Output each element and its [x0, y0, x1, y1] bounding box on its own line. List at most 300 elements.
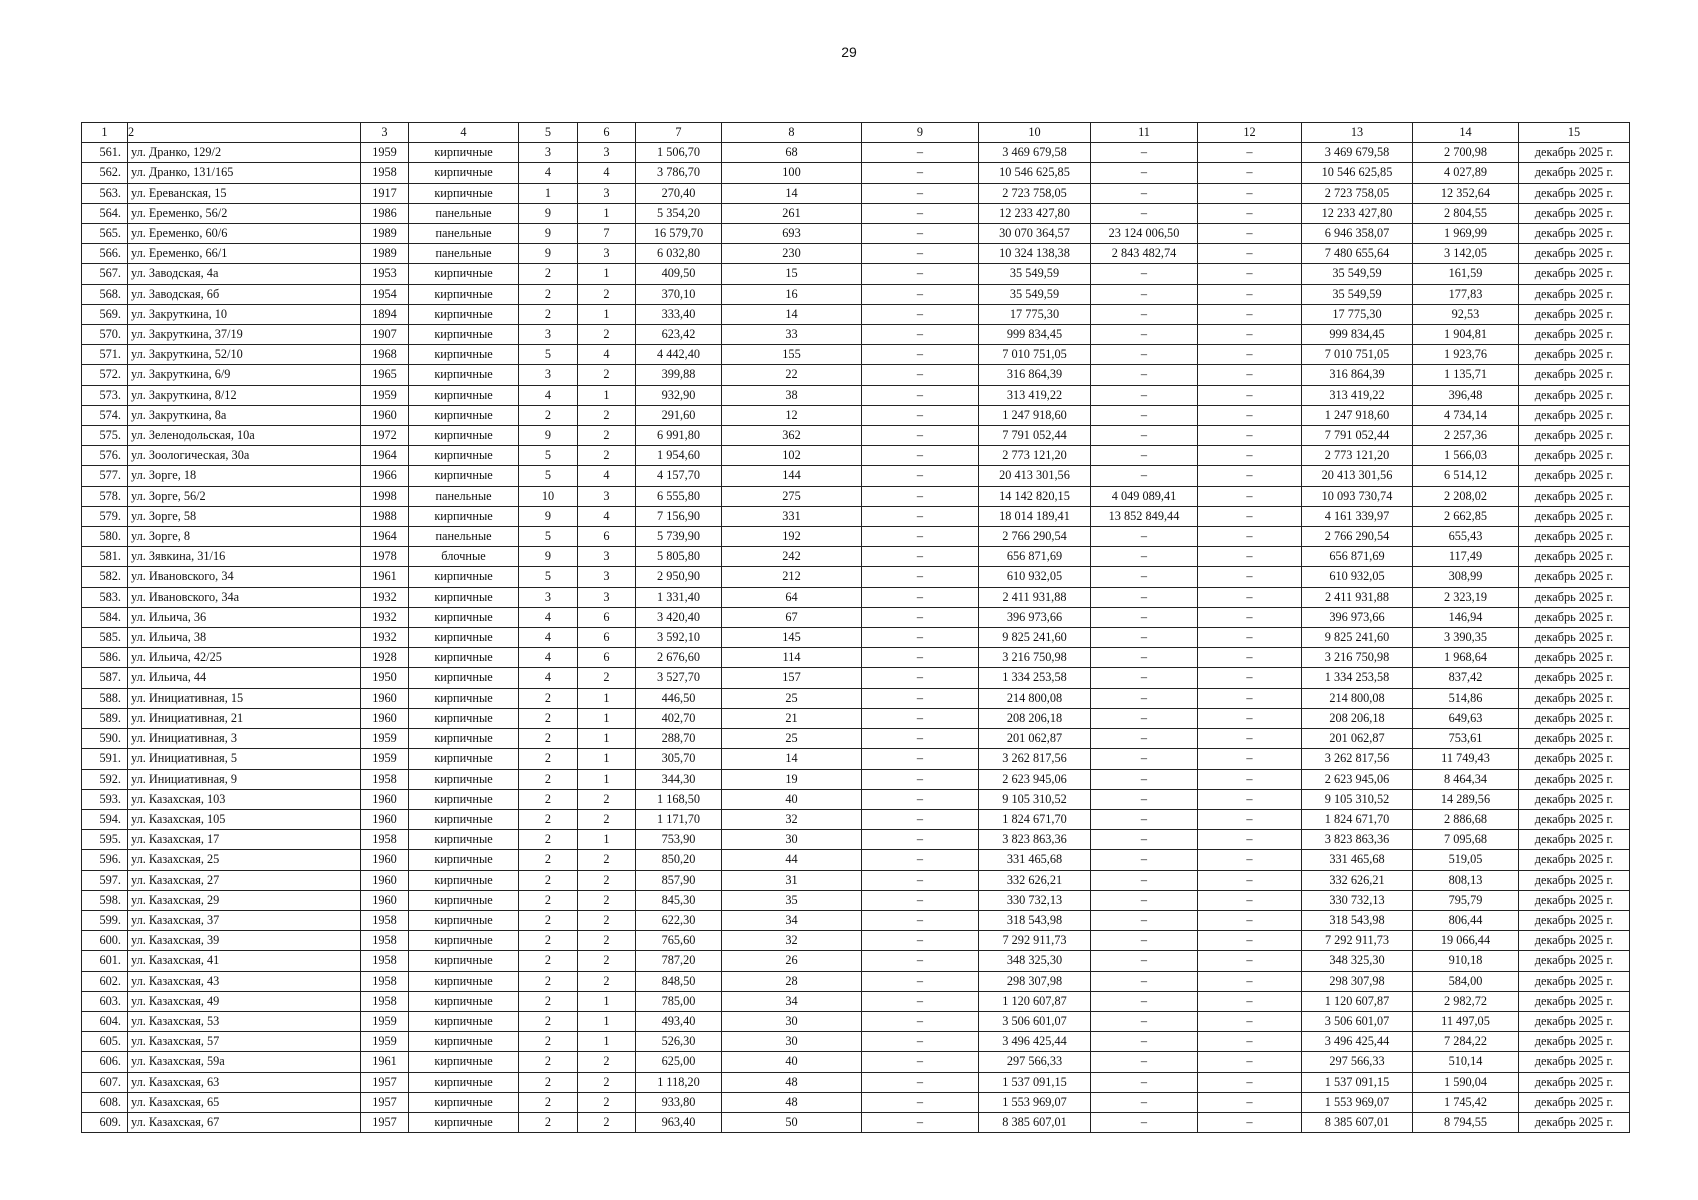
cell-row-number: 587. — [82, 668, 128, 688]
cell-address: ул. Инициативная, 15 — [128, 688, 361, 708]
cell-row-number: 608. — [82, 1092, 128, 1112]
table-row — [82, 224, 1630, 244]
cell-entrances: 2 — [578, 365, 636, 385]
cell-value-10: 656 871,69 — [979, 547, 1091, 567]
cell-build-year: 1960 — [361, 850, 409, 870]
cell-value-13: 2 623 945,06 — [1302, 769, 1413, 789]
column-header-6: 6 — [578, 123, 636, 143]
cell-value-13: 2 766 290,54 — [1302, 527, 1413, 547]
cell-row-number: 584. — [82, 607, 128, 627]
cell-value-14: 4 027,89 — [1413, 163, 1519, 183]
cell-value-13: 3 496 425,44 — [1302, 1032, 1413, 1052]
cell-address: ул. Ивановского, 34 — [128, 567, 361, 587]
cell-wall-material: кирпичные — [409, 385, 519, 405]
cell-deadline: декабрь 2025 г. — [1519, 244, 1630, 264]
cell-deadline: декабрь 2025 г. — [1519, 264, 1630, 284]
cell-row-number: 562. — [82, 163, 128, 183]
cell-value-13: 201 062,87 — [1302, 729, 1413, 749]
cell-build-year: 1961 — [361, 1052, 409, 1072]
table-row — [82, 931, 1630, 951]
cell-value-9: – — [862, 506, 979, 526]
cell-value-11: – — [1091, 607, 1198, 627]
cell-value-9: – — [862, 1011, 979, 1031]
cell-build-year: 1960 — [361, 809, 409, 829]
cell-address: ул. Еременко, 60/6 — [128, 224, 361, 244]
cell-row-number: 564. — [82, 203, 128, 223]
cell-build-year: 1958 — [361, 769, 409, 789]
cell-wall-material: кирпичные — [409, 931, 519, 951]
cell-floors: 3 — [519, 587, 578, 607]
cell-build-year: 1958 — [361, 991, 409, 1011]
table-row — [82, 890, 1630, 910]
cell-area: 1 171,70 — [636, 809, 722, 829]
cell-value-12: – — [1198, 729, 1302, 749]
cell-entrances: 4 — [578, 506, 636, 526]
cell-deadline: декабрь 2025 г. — [1519, 143, 1630, 163]
cell-row-number: 594. — [82, 809, 128, 829]
cell-address: ул. Казахская, 53 — [128, 1011, 361, 1031]
column-header-9: 9 — [862, 123, 979, 143]
cell-build-year: 1932 — [361, 607, 409, 627]
cell-value-11: – — [1091, 527, 1198, 547]
cell-build-year: 1960 — [361, 789, 409, 809]
cell-residents: 12 — [722, 405, 862, 425]
cell-value-12: – — [1198, 1011, 1302, 1031]
cell-deadline: декабрь 2025 г. — [1519, 628, 1630, 648]
cell-value-9: – — [862, 567, 979, 587]
cell-build-year: 1957 — [361, 1112, 409, 1132]
table-row — [82, 203, 1630, 223]
cell-entrances: 3 — [578, 143, 636, 163]
cell-value-14: 510,14 — [1413, 1052, 1519, 1072]
cell-value-10: 2 623 945,06 — [979, 769, 1091, 789]
cell-value-14: 3 142,05 — [1413, 244, 1519, 264]
cell-value-9: – — [862, 203, 979, 223]
cell-value-11: – — [1091, 769, 1198, 789]
cell-entrances: 3 — [578, 486, 636, 506]
cell-floors: 2 — [519, 951, 578, 971]
cell-row-number: 576. — [82, 446, 128, 466]
cell-entrances: 2 — [578, 951, 636, 971]
cell-value-11: – — [1091, 203, 1198, 223]
cell-entrances: 2 — [578, 446, 636, 466]
cell-address: ул. Закруткина, 10 — [128, 304, 361, 324]
cell-value-11: – — [1091, 668, 1198, 688]
cell-area: 409,50 — [636, 264, 722, 284]
cell-deadline: декабрь 2025 г. — [1519, 870, 1630, 890]
cell-wall-material: кирпичные — [409, 446, 519, 466]
cell-build-year: 1958 — [361, 931, 409, 951]
cell-build-year: 1958 — [361, 951, 409, 971]
cell-value-13: 10 093 730,74 — [1302, 486, 1413, 506]
table-row — [82, 729, 1630, 749]
cell-value-14: 2 323,19 — [1413, 587, 1519, 607]
cell-value-9: – — [862, 1032, 979, 1052]
cell-area: 1 118,20 — [636, 1072, 722, 1092]
cell-value-14: 514,86 — [1413, 688, 1519, 708]
cell-value-9: – — [862, 304, 979, 324]
cell-value-11: – — [1091, 971, 1198, 991]
cell-value-11: – — [1091, 325, 1198, 345]
cell-entrances: 1 — [578, 688, 636, 708]
cell-value-9: – — [862, 345, 979, 365]
cell-row-number: 586. — [82, 648, 128, 668]
cell-floors: 4 — [519, 607, 578, 627]
cell-residents: 242 — [722, 547, 862, 567]
cell-row-number: 582. — [82, 567, 128, 587]
cell-value-10: 3 823 863,36 — [979, 830, 1091, 850]
cell-value-10: 318 543,98 — [979, 910, 1091, 930]
cell-value-12: – — [1198, 830, 1302, 850]
cell-value-13: 3 823 863,36 — [1302, 830, 1413, 850]
cell-value-14: 2 208,02 — [1413, 486, 1519, 506]
cell-value-10: 9 825 241,60 — [979, 628, 1091, 648]
cell-wall-material: кирпичные — [409, 345, 519, 365]
cell-value-11: – — [1091, 1032, 1198, 1052]
cell-address: ул. Заводская, 6б — [128, 284, 361, 304]
cell-row-number: 563. — [82, 183, 128, 203]
cell-wall-material: кирпичные — [409, 1112, 519, 1132]
cell-deadline: декабрь 2025 г. — [1519, 668, 1630, 688]
cell-wall-material: кирпичные — [409, 910, 519, 930]
cell-floors: 4 — [519, 668, 578, 688]
cell-area: 5 739,90 — [636, 527, 722, 547]
cell-residents: 25 — [722, 729, 862, 749]
cell-area: 291,60 — [636, 405, 722, 425]
column-header-13: 13 — [1302, 123, 1413, 143]
cell-value-12: – — [1198, 304, 1302, 324]
table-row — [82, 466, 1630, 486]
cell-floors: 2 — [519, 729, 578, 749]
cell-build-year: 1932 — [361, 628, 409, 648]
cell-address: ул. Казахская, 27 — [128, 870, 361, 890]
cell-value-10: 1 247 918,60 — [979, 405, 1091, 425]
cell-value-14: 396,48 — [1413, 385, 1519, 405]
cell-row-number: 583. — [82, 587, 128, 607]
cell-value-13: 7 010 751,05 — [1302, 345, 1413, 365]
cell-wall-material: кирпичные — [409, 971, 519, 991]
cell-address: ул. Зорге, 58 — [128, 506, 361, 526]
cell-address: ул. Казахская, 39 — [128, 931, 361, 951]
cell-deadline: декабрь 2025 г. — [1519, 385, 1630, 405]
cell-floors: 2 — [519, 1072, 578, 1092]
cell-row-number: 573. — [82, 385, 128, 405]
cell-deadline: декабрь 2025 г. — [1519, 284, 1630, 304]
cell-value-9: – — [862, 405, 979, 425]
cell-wall-material: кирпичные — [409, 607, 519, 627]
cell-deadline: декабрь 2025 г. — [1519, 203, 1630, 223]
cell-value-12: – — [1198, 567, 1302, 587]
cell-row-number: 590. — [82, 729, 128, 749]
cell-wall-material: кирпичные — [409, 789, 519, 809]
cell-residents: 26 — [722, 951, 862, 971]
cell-area: 4 442,40 — [636, 345, 722, 365]
cell-floors: 3 — [519, 143, 578, 163]
cell-address: ул. Казахская, 43 — [128, 971, 361, 991]
cell-floors: 2 — [519, 910, 578, 930]
cell-wall-material: кирпичные — [409, 830, 519, 850]
cell-build-year: 1928 — [361, 648, 409, 668]
cell-row-number: 585. — [82, 628, 128, 648]
cell-address: ул. Казахская, 49 — [128, 991, 361, 1011]
header-row — [82, 123, 1630, 143]
cell-value-13: 1 553 969,07 — [1302, 1092, 1413, 1112]
cell-entrances: 1 — [578, 264, 636, 284]
cell-wall-material: панельные — [409, 527, 519, 547]
cell-value-11: – — [1091, 951, 1198, 971]
cell-area: 305,70 — [636, 749, 722, 769]
cell-value-14: 584,00 — [1413, 971, 1519, 991]
cell-residents: 25 — [722, 688, 862, 708]
cell-row-number: 589. — [82, 708, 128, 728]
cell-row-number: 600. — [82, 931, 128, 951]
cell-value-11: – — [1091, 708, 1198, 728]
cell-entrances: 3 — [578, 183, 636, 203]
cell-value-12: – — [1198, 749, 1302, 769]
cell-build-year: 1978 — [361, 547, 409, 567]
cell-deadline: декабрь 2025 г. — [1519, 345, 1630, 365]
table-body — [82, 143, 1630, 1133]
cell-residents: 14 — [722, 749, 862, 769]
cell-value-10: 1 537 091,15 — [979, 1072, 1091, 1092]
cell-value-12: – — [1198, 910, 1302, 930]
cell-deadline: декабрь 2025 г. — [1519, 486, 1630, 506]
cell-build-year: 1959 — [361, 749, 409, 769]
cell-value-13: 208 206,18 — [1302, 708, 1413, 728]
cell-value-9: – — [862, 749, 979, 769]
cell-address: ул. Дранко, 129/2 — [128, 143, 361, 163]
cell-value-11: – — [1091, 809, 1198, 829]
cell-entrances: 2 — [578, 405, 636, 425]
cell-value-10: 2 411 931,88 — [979, 587, 1091, 607]
cell-value-10: 1 824 671,70 — [979, 809, 1091, 829]
cell-value-13: 313 419,22 — [1302, 385, 1413, 405]
cell-value-11: 23 124 006,50 — [1091, 224, 1198, 244]
cell-value-9: – — [862, 466, 979, 486]
cell-entrances: 3 — [578, 547, 636, 567]
cell-floors: 2 — [519, 931, 578, 951]
cell-floors: 9 — [519, 224, 578, 244]
cell-deadline: декабрь 2025 г. — [1519, 547, 1630, 567]
cell-area: 785,00 — [636, 991, 722, 1011]
cell-value-14: 1 969,99 — [1413, 224, 1519, 244]
cell-wall-material: кирпичные — [409, 688, 519, 708]
cell-deadline: декабрь 2025 г. — [1519, 931, 1630, 951]
cell-value-9: – — [862, 971, 979, 991]
table-row — [82, 385, 1630, 405]
cell-entrances: 4 — [578, 466, 636, 486]
cell-address: ул. Еременко, 56/2 — [128, 203, 361, 223]
cell-value-14: 1 135,71 — [1413, 365, 1519, 385]
cell-value-13: 3 469 679,58 — [1302, 143, 1413, 163]
cell-value-11: 2 843 482,74 — [1091, 244, 1198, 264]
cell-area: 4 157,70 — [636, 466, 722, 486]
cell-entrances: 1 — [578, 1032, 636, 1052]
cell-value-10: 35 549,59 — [979, 264, 1091, 284]
cell-wall-material: панельные — [409, 203, 519, 223]
cell-value-14: 6 514,12 — [1413, 466, 1519, 486]
cell-value-14: 8 464,34 — [1413, 769, 1519, 789]
cell-value-13: 3 506 601,07 — [1302, 1011, 1413, 1031]
cell-value-10: 999 834,45 — [979, 325, 1091, 345]
cell-value-12: – — [1198, 607, 1302, 627]
table-row — [82, 749, 1630, 769]
cell-address: ул. Казахская, 59а — [128, 1052, 361, 1072]
cell-area: 2 676,60 — [636, 648, 722, 668]
cell-wall-material: кирпичные — [409, 365, 519, 385]
cell-value-11: – — [1091, 264, 1198, 284]
cell-value-13: 2 411 931,88 — [1302, 587, 1413, 607]
table-row — [82, 506, 1630, 526]
cell-address: ул. Казахская, 17 — [128, 830, 361, 850]
cell-row-number: 601. — [82, 951, 128, 971]
cell-floors: 2 — [519, 1112, 578, 1132]
cell-entrances: 2 — [578, 426, 636, 446]
cell-area: 1 331,40 — [636, 587, 722, 607]
cell-value-10: 3 496 425,44 — [979, 1032, 1091, 1052]
cell-value-10: 2 766 290,54 — [979, 527, 1091, 547]
cell-value-9: – — [862, 688, 979, 708]
cell-build-year: 1958 — [361, 163, 409, 183]
cell-wall-material: кирпичные — [409, 809, 519, 829]
cell-value-10: 348 325,30 — [979, 951, 1091, 971]
cell-build-year: 1907 — [361, 325, 409, 345]
cell-value-14: 19 066,44 — [1413, 931, 1519, 951]
cell-value-9: – — [862, 527, 979, 547]
table-row — [82, 1092, 1630, 1112]
cell-row-number: 571. — [82, 345, 128, 365]
cell-value-11: – — [1091, 466, 1198, 486]
cell-residents: 362 — [722, 426, 862, 446]
cell-value-9: – — [862, 991, 979, 1011]
cell-value-12: – — [1198, 385, 1302, 405]
cell-value-11: – — [1091, 628, 1198, 648]
cell-deadline: декабрь 2025 г. — [1519, 426, 1630, 446]
cell-value-10: 201 062,87 — [979, 729, 1091, 749]
cell-entrances: 1 — [578, 304, 636, 324]
cell-deadline: декабрь 2025 г. — [1519, 527, 1630, 547]
cell-deadline: декабрь 2025 г. — [1519, 910, 1630, 930]
cell-value-13: 3 262 817,56 — [1302, 749, 1413, 769]
cell-value-13: 17 775,30 — [1302, 304, 1413, 324]
cell-row-number: 561. — [82, 143, 128, 163]
cell-wall-material: кирпичные — [409, 1011, 519, 1031]
cell-value-9: – — [862, 729, 979, 749]
cell-row-number: 574. — [82, 405, 128, 425]
table-row — [82, 446, 1630, 466]
cell-value-11: – — [1091, 1072, 1198, 1092]
cell-area: 963,40 — [636, 1112, 722, 1132]
cell-floors: 2 — [519, 789, 578, 809]
cell-deadline: декабрь 2025 г. — [1519, 789, 1630, 809]
cell-value-10: 35 549,59 — [979, 284, 1091, 304]
cell-residents: 34 — [722, 991, 862, 1011]
cell-value-12: – — [1198, 466, 1302, 486]
cell-value-12: – — [1198, 244, 1302, 264]
cell-entrances: 3 — [578, 244, 636, 264]
cell-build-year: 1959 — [361, 143, 409, 163]
cell-address: ул. Ереванская, 15 — [128, 183, 361, 203]
cell-value-14: 7 095,68 — [1413, 830, 1519, 850]
cell-area: 765,60 — [636, 931, 722, 951]
cell-floors: 2 — [519, 284, 578, 304]
cell-row-number: 568. — [82, 284, 128, 304]
cell-residents: 30 — [722, 1032, 862, 1052]
housing-registry-table — [81, 122, 1630, 1133]
cell-value-10: 297 566,33 — [979, 1052, 1091, 1072]
cell-value-13: 2 773 121,20 — [1302, 446, 1413, 466]
cell-address: ул. Инициативная, 5 — [128, 749, 361, 769]
cell-value-10: 3 469 679,58 — [979, 143, 1091, 163]
table-row — [82, 183, 1630, 203]
cell-entrances: 7 — [578, 224, 636, 244]
cell-row-number: 566. — [82, 244, 128, 264]
cell-deadline: декабрь 2025 г. — [1519, 850, 1630, 870]
cell-value-13: 9 825 241,60 — [1302, 628, 1413, 648]
cell-address: ул. Закруткина, 37/19 — [128, 325, 361, 345]
cell-value-11: – — [1091, 446, 1198, 466]
cell-address: ул. Дранко, 131/165 — [128, 163, 361, 183]
cell-value-12: – — [1198, 203, 1302, 223]
cell-value-12: – — [1198, 1112, 1302, 1132]
cell-value-10: 316 864,39 — [979, 365, 1091, 385]
cell-value-12: – — [1198, 587, 1302, 607]
cell-value-14: 161,59 — [1413, 264, 1519, 284]
cell-value-12: – — [1198, 991, 1302, 1011]
cell-residents: 50 — [722, 1112, 862, 1132]
cell-value-11: – — [1091, 547, 1198, 567]
cell-value-12: – — [1198, 345, 1302, 365]
cell-entrances: 2 — [578, 1092, 636, 1112]
table-row — [82, 426, 1630, 446]
cell-wall-material: кирпичные — [409, 1052, 519, 1072]
cell-value-11: – — [1091, 870, 1198, 890]
cell-deadline: декабрь 2025 г. — [1519, 749, 1630, 769]
cell-value-13: 330 732,13 — [1302, 890, 1413, 910]
cell-address: ул. Ильича, 44 — [128, 668, 361, 688]
cell-value-10: 330 732,13 — [979, 890, 1091, 910]
cell-wall-material: кирпичные — [409, 850, 519, 870]
cell-address: ул. Казахская, 67 — [128, 1112, 361, 1132]
cell-value-10: 332 626,21 — [979, 870, 1091, 890]
cell-value-10: 214 800,08 — [979, 688, 1091, 708]
cell-residents: 32 — [722, 809, 862, 829]
cell-residents: 102 — [722, 446, 862, 466]
cell-floors: 2 — [519, 850, 578, 870]
cell-deadline: декабрь 2025 г. — [1519, 1092, 1630, 1112]
cell-build-year: 1960 — [361, 688, 409, 708]
cell-value-12: – — [1198, 789, 1302, 809]
cell-build-year: 1959 — [361, 729, 409, 749]
cell-value-12: – — [1198, 1072, 1302, 1092]
cell-wall-material: кирпичные — [409, 890, 519, 910]
cell-value-12: – — [1198, 506, 1302, 526]
cell-value-13: 331 465,68 — [1302, 850, 1413, 870]
cell-address: ул. Зоологическая, 30а — [128, 446, 361, 466]
cell-floors: 2 — [519, 688, 578, 708]
cell-value-10: 7 292 911,73 — [979, 931, 1091, 951]
cell-row-number: 609. — [82, 1112, 128, 1132]
cell-value-13: 610 932,05 — [1302, 567, 1413, 587]
cell-residents: 14 — [722, 183, 862, 203]
cell-entrances: 2 — [578, 284, 636, 304]
cell-value-13: 1 824 671,70 — [1302, 809, 1413, 829]
cell-value-9: – — [862, 708, 979, 728]
cell-value-10: 9 105 310,52 — [979, 789, 1091, 809]
cell-row-number: 567. — [82, 264, 128, 284]
cell-value-12: – — [1198, 809, 1302, 829]
cell-wall-material: кирпичные — [409, 668, 519, 688]
